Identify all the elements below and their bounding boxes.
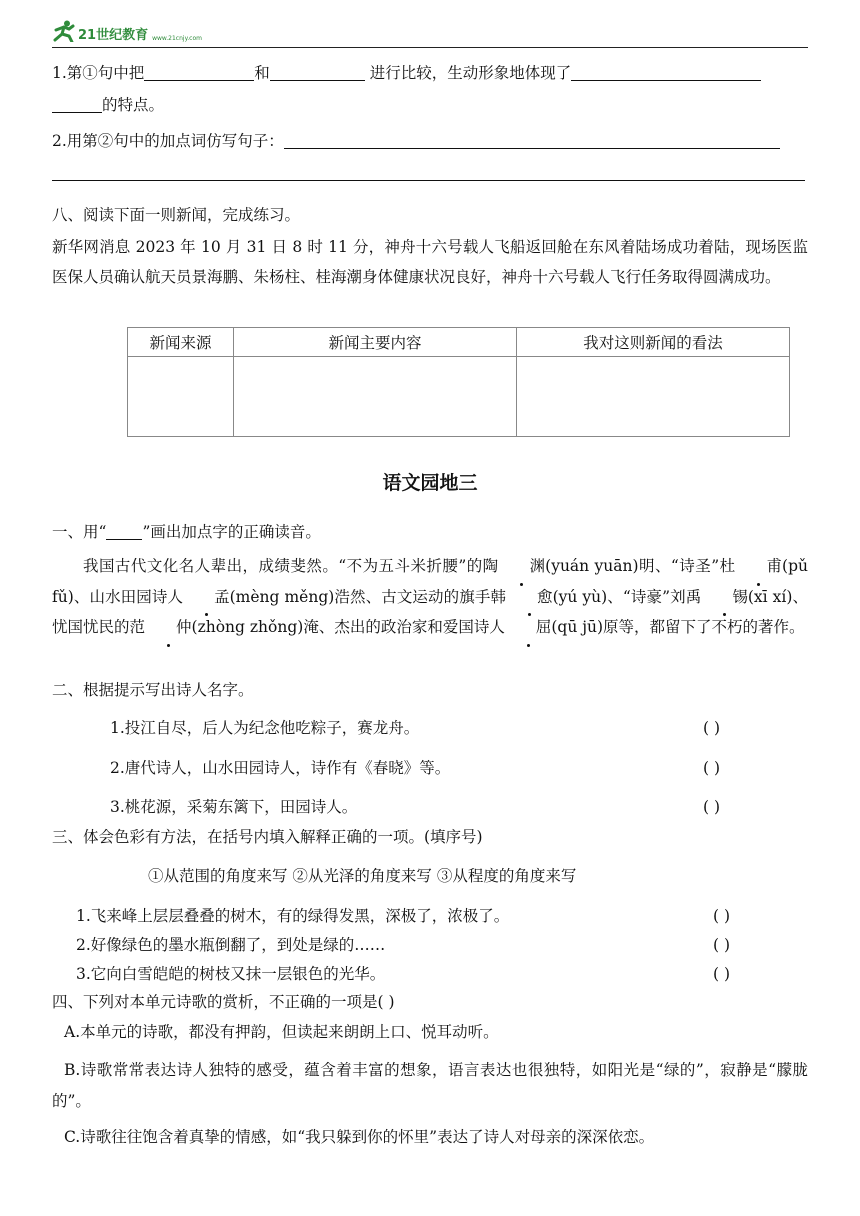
runner-logo-icon	[52, 20, 78, 42]
news-table-header-source: 新闻来源	[128, 328, 234, 357]
q1-line2: 的特点。	[52, 94, 164, 116]
p3-item-2: 2.好像绿色的墨水瓶倒翻了，到处是绿的……	[76, 936, 386, 954]
p4-heading: 四、下列对本单元诗歌的赏析，不正确的一项是( )	[52, 993, 395, 1011]
q2-line: 2.用第②句中的加点词仿写句子：	[52, 130, 780, 152]
p3-item-3: 3.它向白雪皑皑的树枝又抹一层银色的光华。	[76, 965, 386, 983]
q1-blank-1[interactable]	[144, 64, 254, 81]
news-table-cell-opinion[interactable]	[517, 357, 790, 437]
s8-heading: 八、阅读下面一则新闻，完成练习。	[52, 206, 301, 224]
p2-item-2: 2.唐代诗人，山水田园诗人，诗作有《春晓》等。	[110, 759, 451, 777]
dotted-char: 渊	[499, 551, 546, 582]
p2-answer-3[interactable]: ( )	[703, 798, 721, 816]
dotted-char: 屈	[505, 612, 552, 643]
news-table	[127, 327, 790, 437]
dotted-char: 仲	[145, 612, 192, 643]
logo-brand-text: 21世纪教育	[78, 28, 149, 43]
logo-sub-text: www.21cnjy.com	[152, 35, 202, 42]
p2-heading: 二、根据提示写出诗人名字。	[52, 681, 254, 699]
site-logo	[52, 20, 202, 42]
p3-heading: 三、体会色彩有方法，在括号内填入解释正确的一项。(填序号)	[52, 828, 483, 846]
p1-paragraph: 我国古代文化名人辈出，成绩斐然。“不为五斗米折腰”的陶 渊(yuán yuān)明、“诗圣”杜 甫(pǔ fǔ)、山水田园诗人 孟(mèng měng)浩然、古文运动的旗手韩 愈(yú yù)、“诗豪”刘禹 锡(xī xí)、忧国忧民的范 仲(zhòng zhǒng)淹、杰出的政治家和爱国诗人 屈(qū jū)原等，都留下了不朽的著作。	[52, 551, 808, 643]
news-table-header-content: 新闻主要内容	[234, 328, 517, 357]
s8-news-text: 新华网消息 2023 年 10 月 31 日 8 时 11 分，神舟十六号载人飞船返回舱在东风着陆场成功着陆，现场医监医保人员确认航天员景海鹏、朱杨柱、桂海潮身体健康状况良好，神舟十六号载人飞行任务取得圆满成功。	[52, 238, 808, 286]
p3-item-1: 1.飞来峰上层层叠叠的树木，有的绿得发黑，深极了，浓极了。	[76, 907, 510, 925]
dotted-char: 锡	[701, 582, 748, 613]
q1-line1: 1.第①句中把 和 进行比较，生动形象地体现了	[52, 62, 761, 84]
dotted-char: 孟	[183, 582, 230, 613]
p4-option-b[interactable]: B.诗歌常常表达诗人独特的感受，蕴含着丰富的想象，语言表达也很独特，如阳光是“绿的”，寂静是“朦胧的”。	[52, 1061, 808, 1110]
p2-answer-2[interactable]: ( )	[703, 759, 721, 777]
dotted-char: 甫	[736, 551, 783, 582]
q1-blank-2[interactable]	[270, 64, 365, 81]
dotted-char: 愈	[506, 582, 553, 613]
news-table-header-opinion: 我对这则新闻的看法	[517, 328, 790, 357]
p3-answer-2[interactable]: ( )	[713, 936, 731, 954]
header-rule	[52, 47, 808, 48]
p3-answer-3[interactable]: ( )	[713, 965, 731, 983]
q1-blank-4[interactable]	[52, 96, 102, 113]
p4-option-a[interactable]: A.本单元的诗歌，都没有押韵，但读起来朗朗上口、悦耳动听。	[64, 1023, 499, 1041]
news-table-cell-content[interactable]	[234, 357, 517, 437]
q2-answer-line[interactable]	[52, 180, 805, 181]
p4-option-c[interactable]: C.诗歌往往饱含着真挚的情感，如“我只躲到你的怀里”表达了诗人对母亲的深深依恋。	[64, 1128, 655, 1146]
p1-heading-underline-sample	[106, 523, 142, 540]
p2-item-1: 1.投江自尽，后人为纪念他吃粽子，赛龙舟。	[110, 719, 420, 737]
p3-options: ①从范围的角度来写 ②从光泽的角度来写 ③从程度的角度来写	[148, 867, 577, 885]
p1-heading: 一、用“ ”画出加点字的正确读音。	[52, 523, 321, 541]
section-title: 语文园地三	[382, 472, 478, 494]
q1-blank-3[interactable]	[571, 64, 761, 81]
q2-blank[interactable]	[284, 132, 780, 149]
p2-item-3: 3.桃花源，采菊东篱下，田园诗人。	[110, 798, 358, 816]
p3-answer-1[interactable]: ( )	[713, 907, 731, 925]
p2-answer-1[interactable]: ( )	[703, 719, 721, 737]
news-table-cell-source[interactable]	[128, 357, 234, 437]
